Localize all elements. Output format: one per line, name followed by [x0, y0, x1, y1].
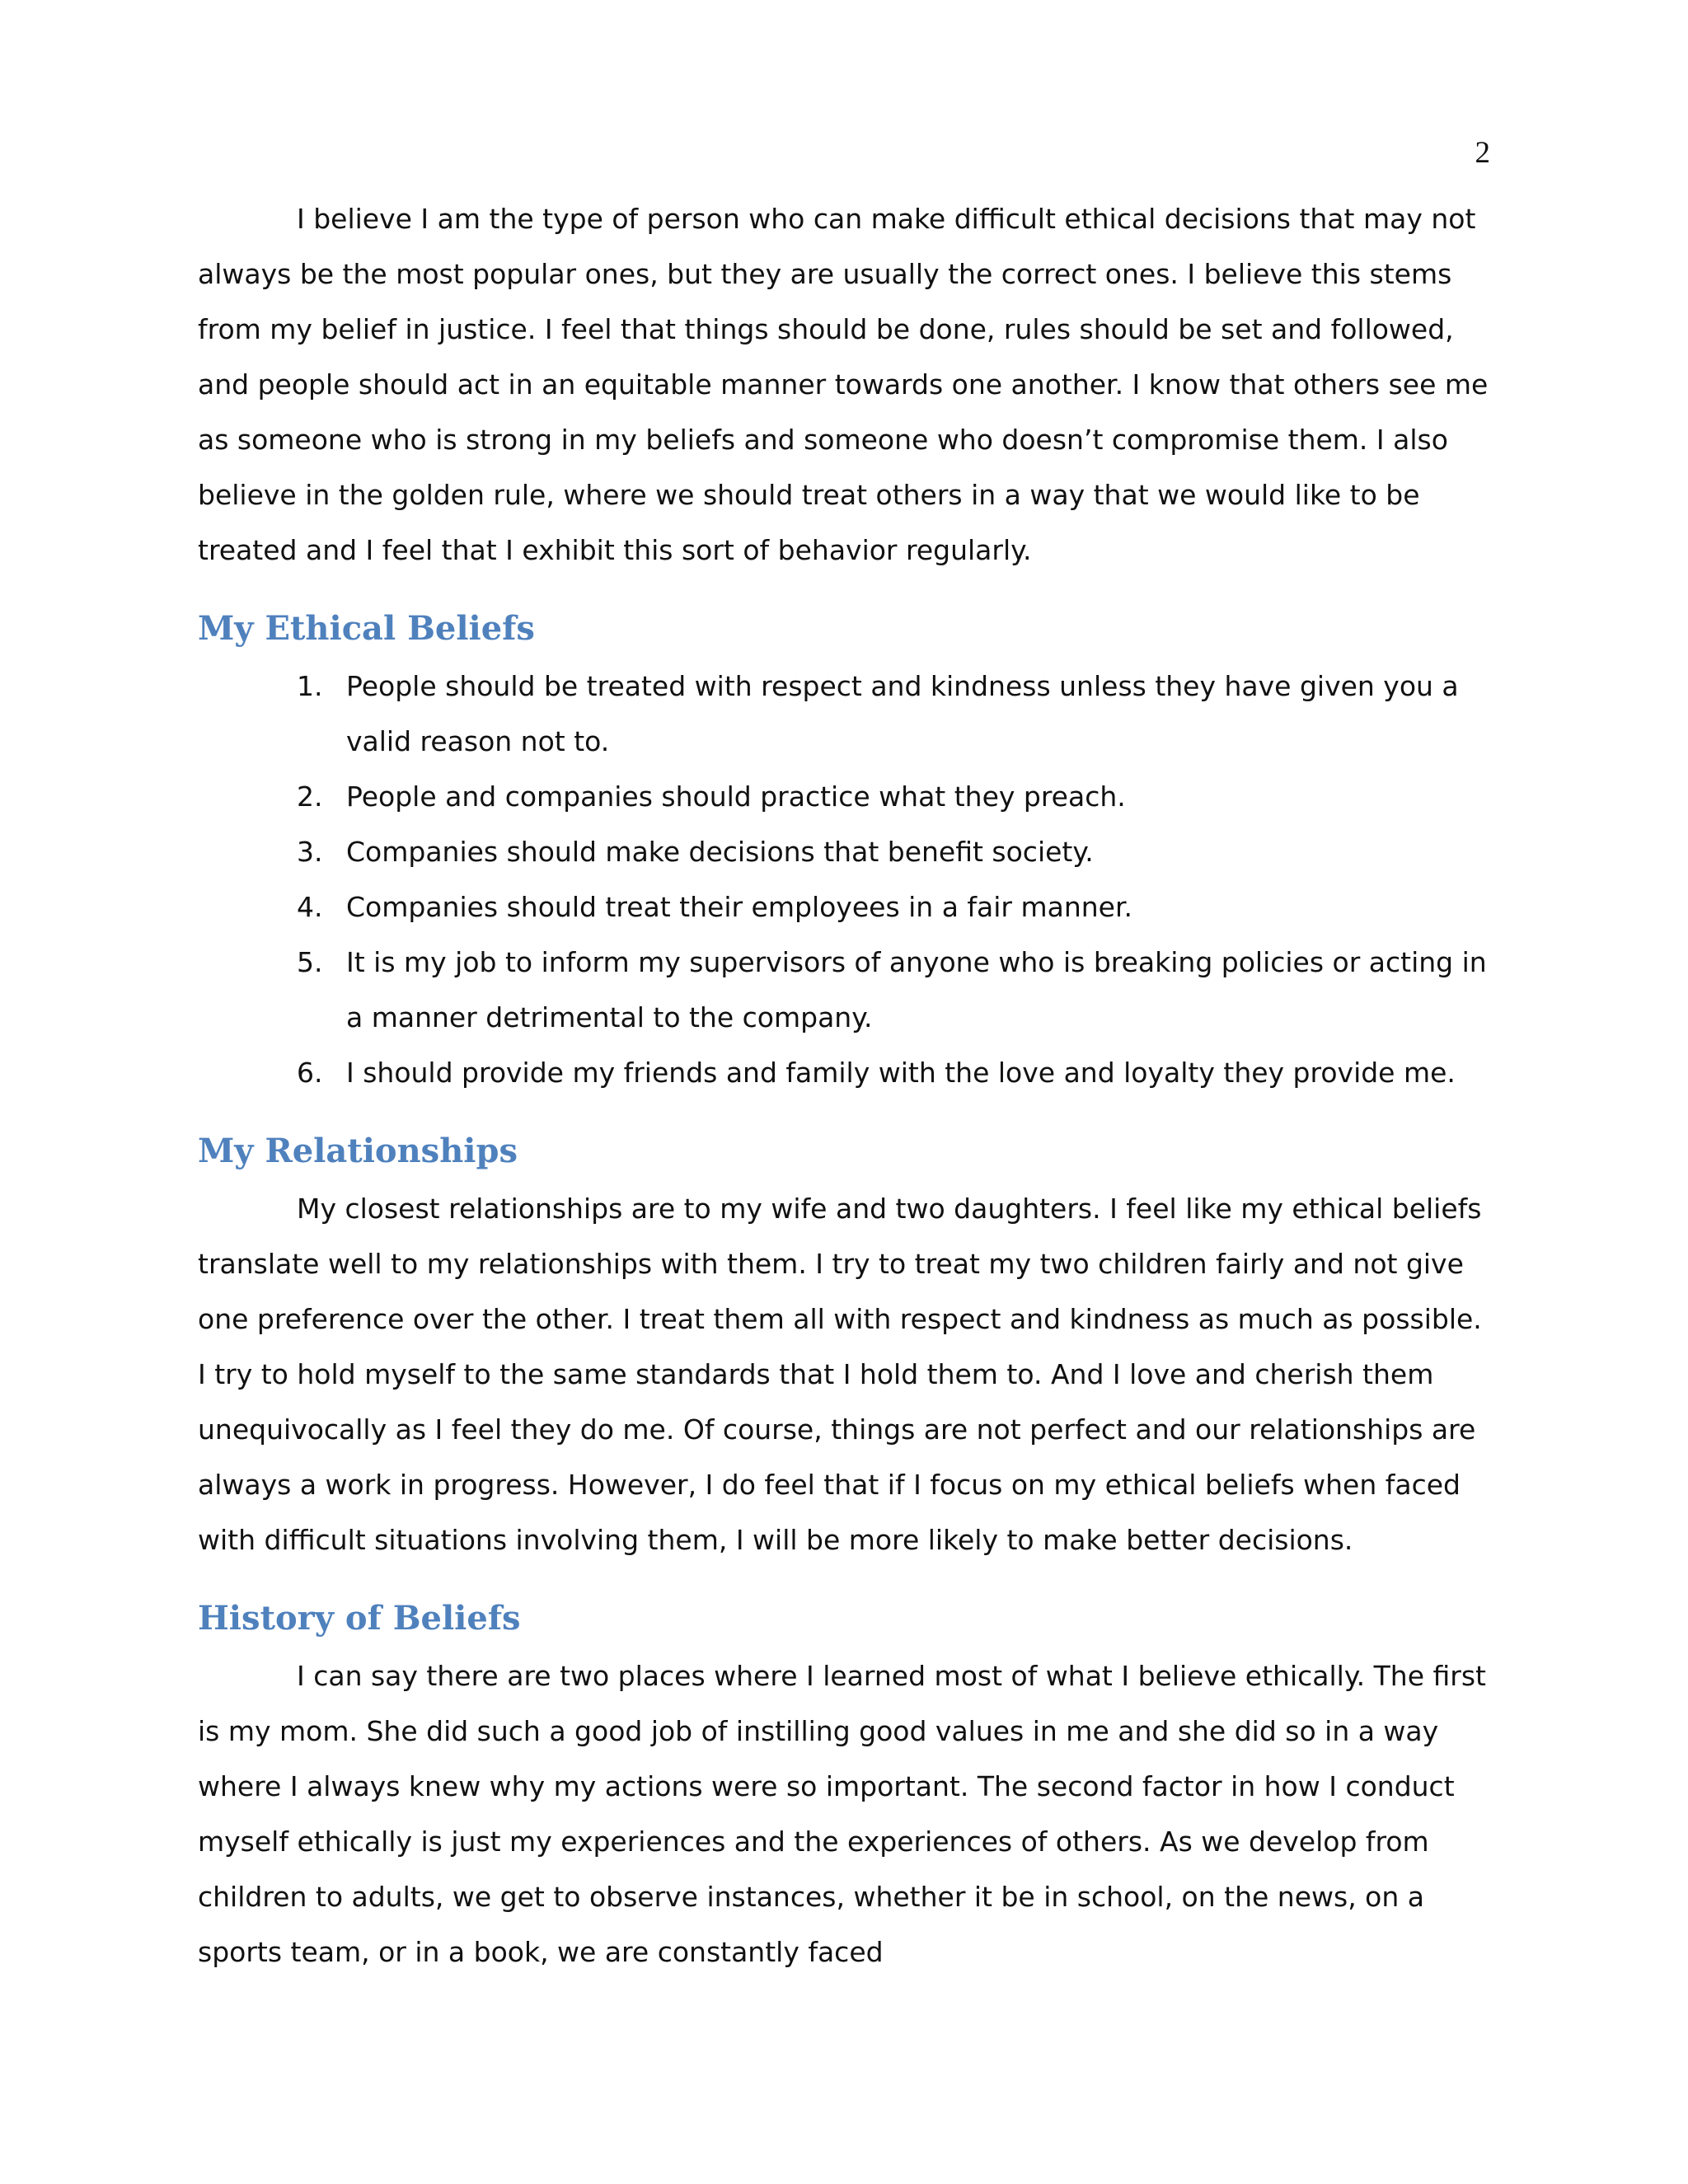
page-number: 2 [1475, 136, 1490, 170]
list-item-text: I should provide my friends and family with the love and loyalty they provide me. [346, 1057, 1456, 1089]
list-item-text: People and companies should practice what they preach. [346, 780, 1126, 813]
intro-paragraph: I believe I am the type of person who can make difficult ethical decisions that may not always be the most popular ones, but they are usually the correct ones. I believe this stems from my belief in justice. I feel that things should be done, rules should be set and followed, and people should act in an equitable manner towards one another. I know that others see me as someone who is strong in my beliefs and someone who doesn’t compromise them. I also believe in the golden rule, where we should treat others in a way that we would like to be treated and I feel that I exhibit this sort of behavior regularly. [198, 203, 1489, 566]
list-item-number: 5. [297, 946, 323, 978]
list-item [297, 824, 1492, 879]
ethical-beliefs-heading: My Ethical Beliefs [198, 609, 535, 648]
history-heading: History of Beliefs [198, 1599, 521, 1638]
relationships-heading: My Relationships [198, 1132, 518, 1170]
list-item [297, 879, 1492, 935]
list-item-text: Companies should treat their employees in a fair manner. [346, 891, 1133, 923]
relationships-paragraph: My closest relationships are to my wife and two daughters. I feel like my ethical beliefs translate well to my relationships with them. I try to treat my two children fairly and not give one preference over the other. I treat them all with respect and kindness as much as possible. I try to hold myself to the same standards that I hold them to. And I love and cherish them unequivocally as I feel they do me. Of course, things are not perfect and our relationships are always a work in progress. However, I do feel that if I focus on my ethical beliefs when faced with difficult situations involving them, I will be more likely to make better decisions. [198, 1193, 1482, 1556]
list-item [297, 1045, 1492, 1100]
list-item-text: It is my job to inform my supervisors of anyone who is breaking policies or acting in a manner detrimental to the company. [346, 946, 1487, 1033]
list-item-number: 3. [297, 836, 323, 868]
list-item-text: People should be treated with respect and kindness unless they have given you a valid reason not to. [346, 670, 1459, 757]
document-body [198, 191, 1492, 1980]
history-paragraph: I can say there are two places where I learned most of what I believe ethically. The first is my mom. She did such a good job of instilling good values in me and she did so in a way where I always knew why my actions were so important. The second factor in how I conduct myself ethically is just my experiences and the experiences of others. As we develop from children to adults, we get to observe instances, whether it be in school, on the news, on a sports team, or in a book, we are constantly faced [198, 1660, 1486, 1968]
list-item [297, 769, 1492, 824]
list-item-number: 2. [297, 780, 323, 813]
ethical-beliefs-list [198, 658, 1492, 1100]
list-item-number: 1. [297, 670, 323, 702]
list-item [297, 935, 1492, 1045]
list-item [297, 658, 1492, 769]
list-item-text: Companies should make decisions that benefit society. [346, 836, 1094, 868]
list-item-number: 6. [297, 1057, 323, 1089]
list-item-number: 4. [297, 891, 323, 923]
